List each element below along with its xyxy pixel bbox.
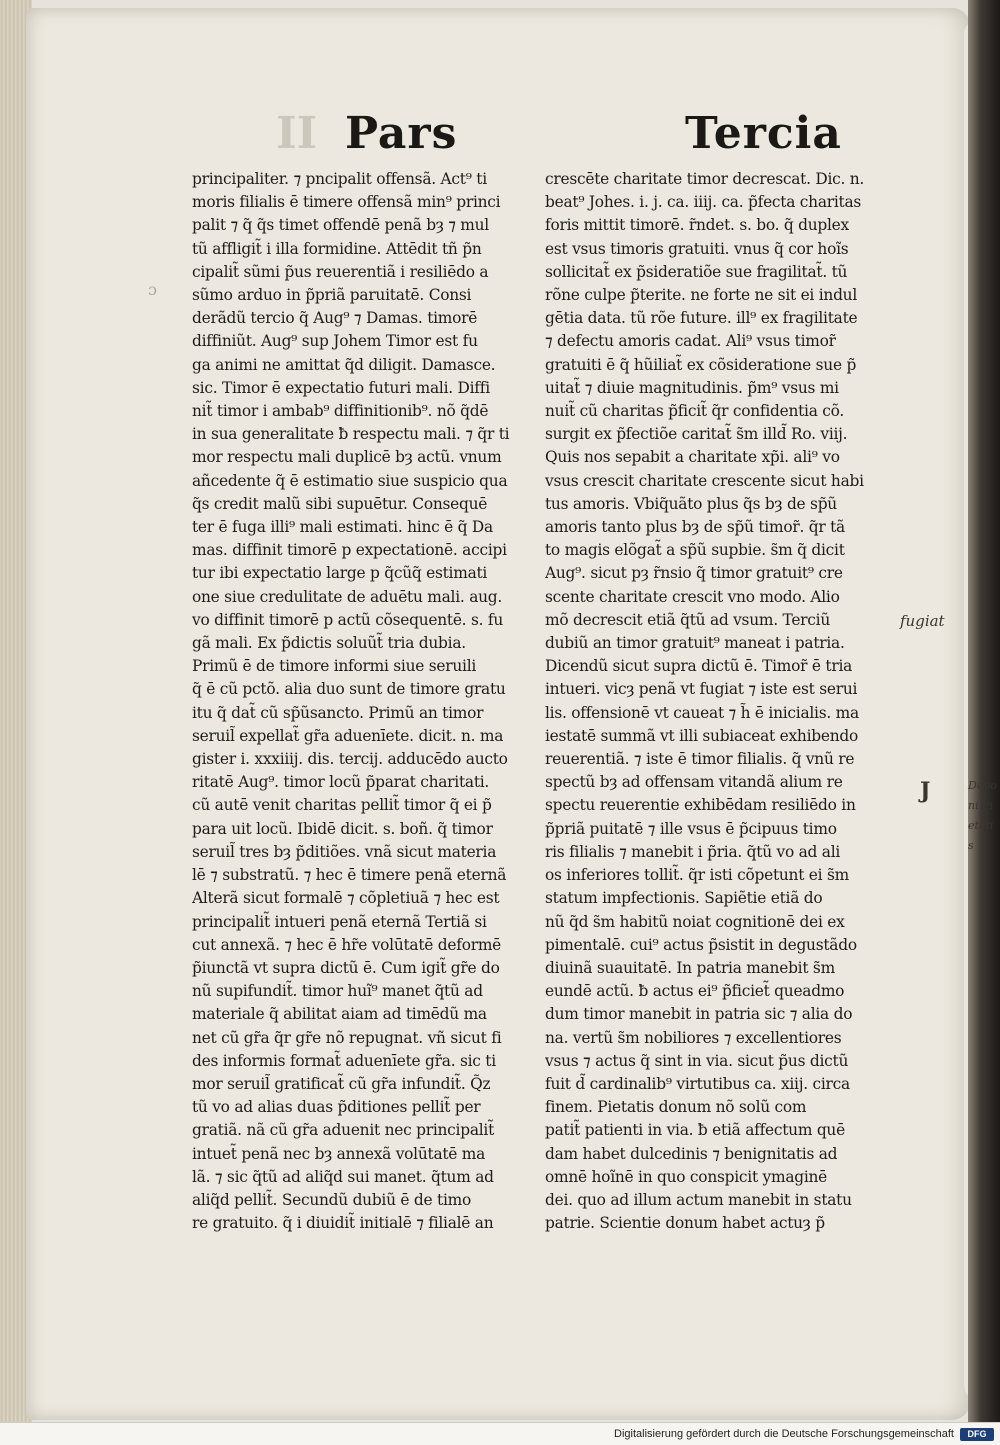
- running-head-left: Pars: [345, 108, 458, 159]
- text-line: rõne culpe p̃terite. ne forte ne sit ei indul: [545, 286, 858, 305]
- text-line: nũ q̃d s̃m habitũ noiat cognitionē dei ex: [545, 912, 845, 931]
- text-line: one siue credulitate de aduētu mali. aug.: [192, 587, 503, 606]
- text-line: sũmo arduo in p̃priã paruitatē. Consi: [192, 286, 472, 305]
- bleed-through-text: II: [276, 108, 318, 159]
- text-line: vo diffinit timorē p actũ cõsequentē. s. fu: [192, 610, 504, 629]
- text-line: ris filialis ⁊ manebit i p̃ria. q̃tũ vo ad ali: [545, 842, 841, 861]
- text-line: lē ⁊ substratũ. ⁊ hec ē timere penã eternã: [192, 866, 507, 885]
- text-line: finem. Pietatis donum nõ solũ com: [545, 1098, 807, 1117]
- text-line: sollicitat̃ ex p̃sideratiõe sue fragilitat̃. tũ: [545, 262, 848, 281]
- text-line: aliq̃d pellit̃. Secundũ dubiũ ē de timo: [192, 1190, 471, 1209]
- text-line: q̃ ē cũ pctõ. alia duo sunt de timore gratu: [192, 680, 506, 699]
- text-line: lã. ⁊ sic q̃tũ ad aliq̃d sui manet. q̃tum ad: [192, 1167, 494, 1186]
- edge-fragment-text: Deponi Pietatis: [968, 779, 997, 852]
- text-line: iestatē summã vt illi subiaceat exhibendo: [545, 726, 858, 745]
- text-line: dubiũ an timor gratuit⁹ maneat i patria.: [545, 634, 845, 653]
- text-line: patrie. Scientie donum habet actuȝ p̃: [545, 1214, 825, 1233]
- text-line: crescēte charitate timor decrescat. Dic. n.: [545, 170, 865, 188]
- text-line: principalit̃ intueri penã eternã Tertiã si: [192, 912, 487, 931]
- text-line: foris mittit timorē. r̃ndet. s. bo. q̃ duplex: [545, 216, 849, 235]
- text-line: cũ autē venit charitas pellit̃ timor q̃ ei p̃: [192, 796, 492, 815]
- text-line: reuerentiã. ⁊ iste ē timor filialis. q̃ vnũ re: [545, 750, 855, 769]
- text-line: diuinã suauitatē. In patria manebit s̃m: [545, 958, 835, 977]
- text-line: gratiã. nã cũ gr̃a aduenit nec principalit̃: [192, 1121, 495, 1140]
- text-line: Quis nos sepabit a charitate xp̃i. ali⁹ vo: [545, 448, 840, 467]
- text-line: ter ē fuga illi⁹ mali estimati. hinc ē q̃ Da: [192, 518, 493, 537]
- text-line: nũ supifundit̃. timor huĩ⁹ manet q̃tũ ad: [192, 982, 483, 1001]
- text-line: seruil̃ expellat̃ gr̃a aduenīete. dicit. n. ma: [192, 726, 504, 745]
- running-head-right: Tercia: [685, 108, 842, 159]
- text-line: vsus ⁊ actus q̃ sint in via. sicut p̃us dictũ: [545, 1051, 849, 1070]
- margin-mark-j: J: [920, 778, 931, 804]
- text-line: ga animi ne amittat q̃d diligit. Damasce.: [192, 355, 496, 374]
- text-line: tũ affligit̃ i illa formidine. Attēdit tñ p̃n: [192, 239, 482, 258]
- text-line: principaliter. ⁊ pncipalit offensã. Act⁹ ti: [192, 170, 487, 188]
- text-line: spectu reuerentie exhibēdam resiliēdo in: [545, 796, 856, 815]
- text-line: est vsus timoris gratuiti. vnus q̃ cor hoĩs: [545, 239, 849, 258]
- text-line: ⁊ defectu amoris cadat. Ali⁹ vsus timor̃: [545, 332, 836, 351]
- text-line: moris filialis ē timere offensã min⁹ princi: [192, 193, 501, 212]
- text-line: dei. quo ad illum actum manebit in statu: [545, 1190, 852, 1209]
- text-line: materiale q̃ abilitat aiam ad timēdũ ma: [192, 1005, 487, 1024]
- text-line: patit̃ patienti in via. ƀ etiã affectum quē: [545, 1121, 845, 1140]
- text-line: intueri. vicȝ penã vt fugiat ⁊ iste est serui: [545, 680, 858, 699]
- text-line: p̃priã puitatē ⁊ ille vsus ē p̃cipuus timo: [545, 819, 837, 838]
- text-line: na. vertũ s̃m nobiliores ⁊ excellentiores: [545, 1028, 842, 1047]
- text-line: statum impfectionis. Sapiẽtie etiã do: [545, 889, 823, 908]
- text-line: ritatē Aug⁹. timor locũ p̃parat charitati.: [192, 773, 490, 792]
- text-line: tus amoris. Vbiq̃uãto plus q̃s bȝ de sp̃ũ: [545, 494, 837, 513]
- text-line: Alterã sicut formalē ⁊ cõpletiuã ⁊ hec est: [192, 889, 500, 908]
- text-line: dam habet dulcedinis ⁊ benignitatis ad: [545, 1144, 838, 1163]
- text-line: gister i. xxxiiij. dis. tercij. adducēdo aucto: [192, 750, 508, 769]
- text-line: mõ decrescit etiã q̃tũ ad vsum. Terciũ: [545, 610, 830, 629]
- text-line: Primũ ē de timore informi siue seruili: [192, 657, 477, 676]
- text-line: para uit locũ. Ibidē dicit. s. boñ. q̃ timor: [192, 819, 493, 838]
- text-line: diffiniũt. Aug⁹ sup Johem Timor est fu: [192, 332, 478, 351]
- text-line: q̃s credit malũ sibi supuētur. Consequē: [192, 494, 488, 513]
- text-line: nit̃ timor i ambab⁹ diffinitionib⁹. nõ q̃dē: [192, 402, 489, 421]
- text-line: sic. Timor ē expectatio futuri mali. Diffi: [192, 378, 490, 397]
- text-line: Dicendũ sicut supra dictũ ē. Timor̃ ē tria: [545, 657, 853, 676]
- text-line: añcedente q̃ ē estimatio siue suspicio qua: [192, 471, 508, 490]
- text-line: mas. diffinit timorē p expectationē. accipi: [192, 541, 507, 560]
- text-line: gratuiti ē q̃ hũiliat̃ ex cõsideratione sue p̃: [545, 355, 857, 374]
- margin-note-fugiat: fugiat: [900, 612, 945, 630]
- text-line: pimentalē. cui⁹ actus p̃sistit in degustãdo: [545, 935, 857, 954]
- text-line: p̃iunctã vt supra dictũ ē. Cum igit̃ gr̃e do: [192, 958, 500, 977]
- text-line: omnē hoĩnē in quo conspicit ymaginē: [545, 1167, 828, 1186]
- text-line: gētia data. tũ rõe future. ill⁹ ex fragilitate: [545, 309, 858, 328]
- text-line: in sua generalitate ƀ respectu mali. ⁊ q̃r ti: [192, 425, 510, 444]
- text-line: des informis format̃ aduenīete gr̃a. sic ti: [192, 1051, 496, 1070]
- text-line: to magis elõgat̃ a sp̃ũ supbie. s̃m q̃ dicit: [545, 541, 845, 560]
- text-line: tũ vo ad alias duas p̃ditiones pellit̃ per: [192, 1098, 481, 1117]
- text-line: fuit d̃ cardinalib⁹ virtutibus ca. xiij. circa: [545, 1074, 850, 1093]
- text-line: intuet̃ penã nec bȝ annexã volūtatē ma: [192, 1144, 486, 1163]
- text-line: tur ibi expectatio large p q̃cũq̃ estimati: [192, 564, 488, 583]
- text-line: uitat̃ ⁊ diuie magnitudinis. p̃m⁹ vsus mi: [545, 378, 839, 397]
- text-column-right: [545, 168, 905, 1235]
- text-column-left: [192, 168, 552, 1235]
- text-line: os inferiores tollit̃. q̃r isti cõpetunt ei s̃m: [545, 866, 849, 885]
- text-line: scente charitate crescit vno modo. Alio: [545, 587, 840, 606]
- text-line: nuit̃ cũ charitas p̃ficit̃ q̃r confidentia cõ.: [545, 402, 845, 421]
- text-line: amoris tanto plus bȝ de sp̃ũ timor̃. q̃r tã: [545, 518, 845, 537]
- dfg-logo: DFG: [960, 1428, 994, 1441]
- text-line: net cũ gr̃a q̃r gr̃e nõ repugnat. vñ sicut fi: [192, 1028, 502, 1047]
- book-gutter: [968, 0, 1000, 1425]
- text-line: re gratuito. q̃ i diuidit̃ initialē ⁊ filialē an: [192, 1214, 494, 1233]
- text-line: mor seruil̃ gratificat̃ cũ gr̃a infundit̃. Q̃z: [192, 1074, 491, 1093]
- text-line: seruil̃ tres bȝ p̃ditiões. vnã sicut materia: [192, 842, 497, 861]
- text-line: beat⁹ Johes. i. j. ca. iiij. ca. p̃fecta charitas: [545, 193, 862, 212]
- text-line: palit ⁊ q̃ q̃s timet offendē penã bȝ ⁊ mul: [192, 216, 489, 235]
- text-line: eundē actũ. ƀ actus ei⁹ p̃ficiet̃ queadmo: [545, 982, 845, 1001]
- text-line: lis. offensionē vt caueat ⁊ h̃ ē inicialis. ma: [545, 703, 859, 722]
- text-line: spectũ bȝ ad offensam vitandã alium re: [545, 773, 843, 792]
- footer-bar: [0, 1422, 1000, 1445]
- footer-credit: Digitalisierung gefördert durch die Deutsche Forschungsgemeinschaft: [614, 1428, 954, 1440]
- text-line: surgit ex p̃fectiõe caritat̃ s̃m illd̃ Ro. viij.: [545, 425, 848, 444]
- text-line: mor respectu mali duplicē bȝ actũ. vnum: [192, 448, 502, 467]
- text-line: itu q̃ dat̃ cũ sp̃ũsancto. Primũ an timor: [192, 703, 484, 722]
- text-line: gã mali. Ex p̃dictis soluũt̃ tria dubia.: [192, 634, 466, 653]
- text-line: vsus crescit charitate crescente sicut habi: [545, 471, 864, 490]
- stray-mark: ɔ: [148, 280, 157, 299]
- text-line: derãdũ tercio q̃ Aug⁹ ⁊ Damas. timorē: [192, 309, 478, 328]
- text-line: cipalit̃ sũmi p̃us reuerentiã i resiliēdo a: [192, 262, 489, 281]
- text-line: Aug⁹. sicut pȝ r̃nsio q̃ timor gratuit⁹ cre: [545, 564, 843, 583]
- text-line: cut annexã. ⁊ hec ē hr̃e volūtatē deformē: [192, 935, 502, 954]
- text-line: dum timor manebit in patria sic ⁊ alia do: [545, 1005, 853, 1024]
